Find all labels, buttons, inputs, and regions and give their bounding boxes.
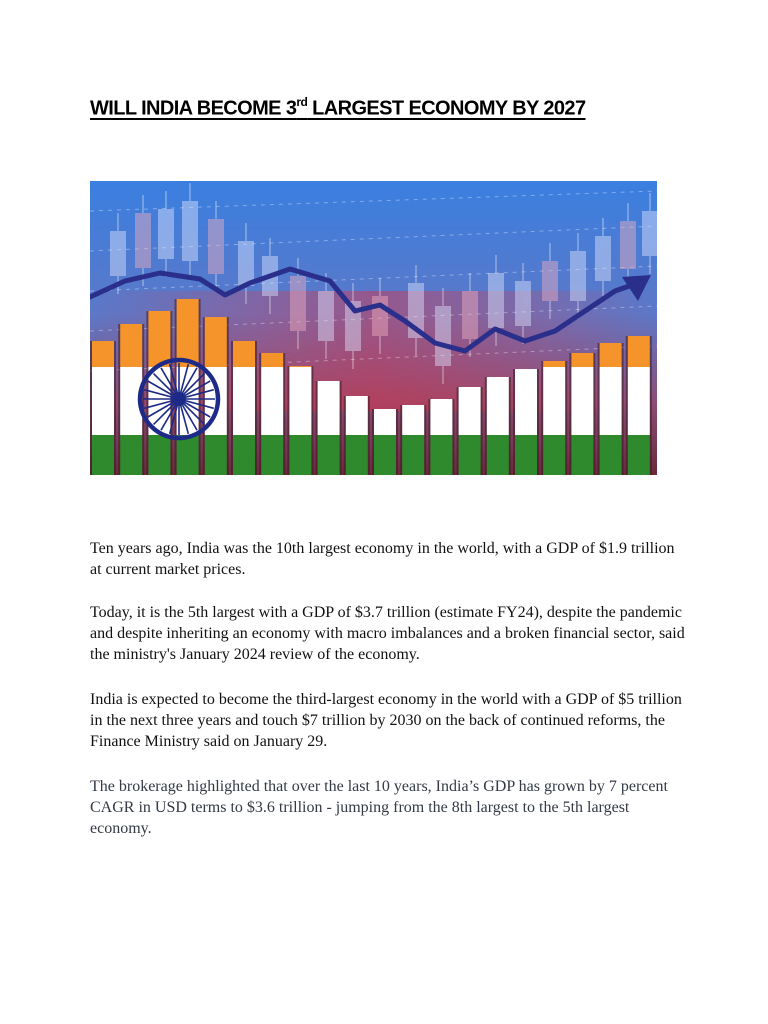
flag-bar	[372, 409, 398, 475]
flag-bar	[259, 353, 285, 475]
flag-bar	[344, 396, 370, 475]
flag-bar	[90, 341, 116, 475]
flag-bar	[457, 387, 483, 475]
flag-bar	[569, 353, 595, 475]
flag-bar	[231, 341, 257, 475]
paragraph-3: India is expected to become the third-largest economy in the world with a GDP of $5 trillion in the next three years and touch $7 trillion by 2030 on the back of continued reforms, the Finance Ministry said on January 29.	[90, 691, 682, 750]
title-part-2: LARGEST ECONOMY BY 2027	[307, 97, 586, 120]
ashoka-chakra-icon	[140, 360, 218, 438]
flag-bar	[598, 343, 624, 475]
paragraph-4: The brokerage highlighted that over the last 10 years, India’s GDP has grown by 7 percent CAGR in USD terms to $3.6 trillion - jumping from the 8th largest to the 5th largest economy.	[90, 778, 668, 837]
flag-bar	[626, 336, 652, 475]
flag-bar	[316, 381, 342, 475]
title-part-1: WILL INDIA BECOME 3	[90, 97, 297, 120]
flag-bar	[485, 377, 511, 475]
paragraph-2: Today, it is the 5th largest with a GDP of $3.7 trillion (estimate FY24), despite the pandemic and despite inheriting an economy with macro imbalances and a broken financial sector, said the ministry's January 2024 review of the economy.	[90, 604, 685, 663]
paragraph-1: Ten years ago, India was the 10th largest economy in the world, with a GDP of $1.9 trillion at current market prices.	[90, 540, 675, 578]
hero-graphic	[90, 181, 657, 475]
flag-bar	[541, 361, 567, 475]
flag-bar	[287, 366, 313, 475]
flag-bar	[513, 369, 539, 475]
india-flag-bar-chart-image	[90, 181, 657, 475]
document-title	[90, 96, 690, 121]
title-superscript: rd	[296, 95, 308, 109]
flag-bar	[400, 405, 426, 475]
flag-bar	[428, 399, 454, 475]
